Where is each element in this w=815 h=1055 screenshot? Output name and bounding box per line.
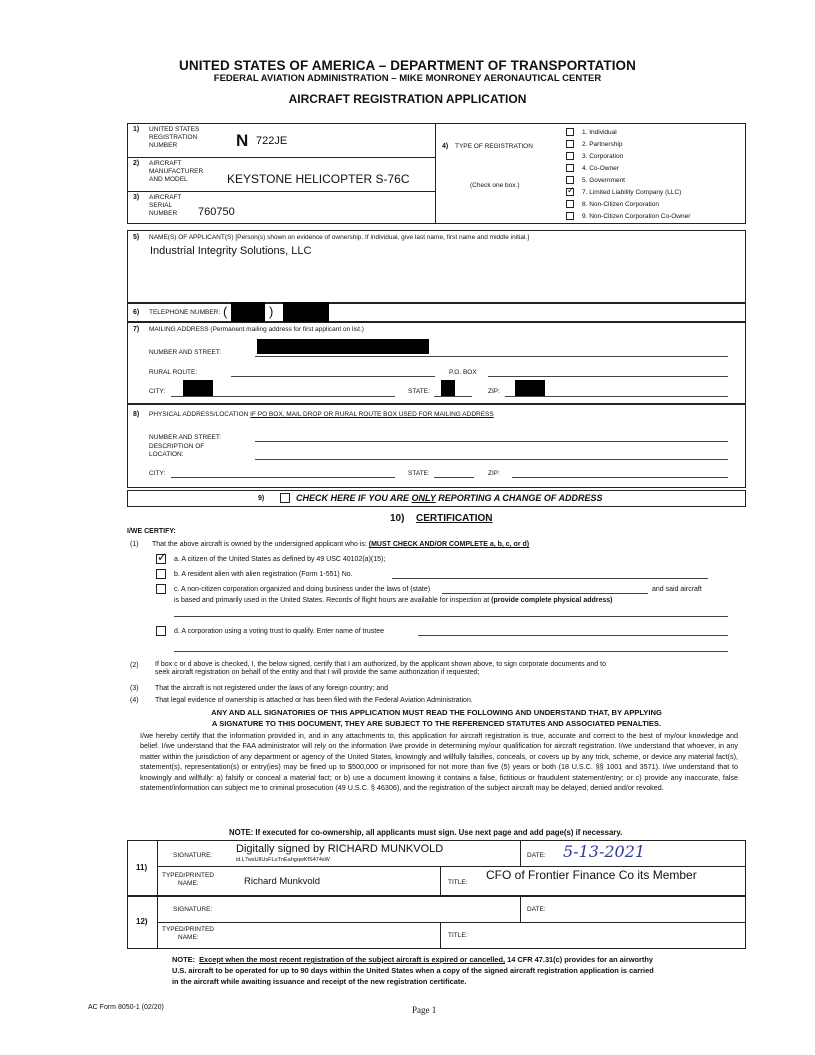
rural-route-line[interactable] xyxy=(231,376,435,377)
type-hint: (Check one box.) xyxy=(470,182,520,189)
phys-zip-line[interactable] xyxy=(512,477,728,478)
para-1-text: That the above aircraft is owned by the undersigned applicant who is: (MUST CHECK AND/OR COMPLETE a, b, c, or d) xyxy=(152,541,530,548)
reg-type-5-checkbox[interactable] xyxy=(566,176,574,184)
cert-c-checkbox[interactable] xyxy=(156,584,166,594)
divider xyxy=(157,866,746,867)
page-title: UNITED STATES OF AMERICA – DEPARTMENT OF TRANSPORTATION xyxy=(179,58,636,73)
para-4-text: That legal evidence of ownership is attached or has been filed with the Federal Aviation Administration. xyxy=(155,697,473,704)
trustee-line[interactable] xyxy=(418,635,728,636)
cert-a-text: a. A citizen of the United States as defined by 49 USC 40102(a)(15); xyxy=(174,556,386,563)
title-label: TITLE: xyxy=(448,932,468,939)
manufacturer-label: AIRCRAFT MANUFACTURER AND MODEL xyxy=(149,160,204,183)
divider xyxy=(127,157,435,158)
signature-label: SIGNATURE: xyxy=(173,852,213,859)
serial-value[interactable]: 760750 xyxy=(198,206,235,218)
title-label: TITLE: xyxy=(448,879,468,886)
divider xyxy=(435,123,436,224)
reg-number-label: UNITED STATES REGISTRATION NUMBER xyxy=(149,126,200,149)
change-address-checkbox[interactable] xyxy=(280,493,290,503)
reg-type-7-label: 7. Limited Liability Company (LLC) xyxy=(582,189,682,196)
po-box-line[interactable] xyxy=(488,376,728,377)
reg-type-3-label: 3. Corporation xyxy=(582,153,624,160)
trustee-line-2[interactable] xyxy=(174,651,728,652)
checkmark-icon: ✓ xyxy=(157,550,168,564)
cert-d-checkbox[interactable] xyxy=(156,626,166,636)
cert-d-text: d. A corporation using a voting trust to qualify. Enter name of trustee xyxy=(174,628,384,635)
form-title: AIRCRAFT REGISTRATION APPLICATION xyxy=(288,92,527,106)
cert-b-checkbox[interactable] xyxy=(156,569,166,579)
item-number: 8) xyxy=(133,411,140,418)
divider xyxy=(520,840,521,866)
reg-type-2-label: 2. Partnership xyxy=(582,141,623,148)
city-label: CITY: xyxy=(149,388,166,395)
warning-line-1: ANY AND ALL SIGNATORIES OF THIS APPLICATION MUST READ THE FOLLOWING AND UNDERSTAND THAT, BY APPLYING xyxy=(211,708,662,717)
item-number: 3) xyxy=(133,194,140,201)
reg-type-9-checkbox[interactable] xyxy=(566,212,574,220)
divider xyxy=(127,191,435,192)
para-3-text: That the aircraft is not registered under the laws of any foreign country; and xyxy=(155,685,389,692)
section-mailing-address xyxy=(127,322,746,404)
phys-state-line[interactable] xyxy=(434,477,474,478)
item-number: 5) xyxy=(133,234,140,241)
phone-label: TELEPHONE NUMBER: xyxy=(149,309,221,316)
serial-label: AIRCRAFT SERIAL NUMBER xyxy=(149,194,182,217)
page-subtitle: FEDERAL AVIATION ADMINISTRATION – MIKE MONRONEY AERONAUTICAL CENTER xyxy=(213,73,602,84)
type-of-registration-label: TYPE OF REGISTRATION xyxy=(455,143,533,150)
divider xyxy=(157,840,158,896)
phys-number-street-label: NUMBER AND STREET: xyxy=(149,434,221,441)
state-line[interactable] xyxy=(434,396,472,397)
reg-type-1-label: 1. Individual xyxy=(582,129,617,136)
form-number: AC Form 8050-1 (02/20) xyxy=(88,1004,164,1011)
signature-label: SIGNATURE: xyxy=(173,906,213,913)
para-2-text: If box c or d above is checked, I, the below signed, certify that I am authorized, by the applicant shown above, to sign corporate documents and to seek aircraft registration on behalf of the entity and that I will provide the same authorization if requested; xyxy=(155,661,606,676)
physical-label: PHYSICAL ADDRESS/LOCATION IF PO BOX, MAIL DROP OR RURAL ROUTE BOX USED FOR MAILING ADDRESS xyxy=(149,411,494,418)
item-number: 1) xyxy=(133,126,140,133)
item-number: 11) xyxy=(136,863,148,872)
redacted-city xyxy=(183,380,213,396)
para-1-num: (1) xyxy=(130,541,139,548)
state-label: STATE: xyxy=(408,388,430,395)
phys-state-label: STATE: xyxy=(408,470,430,477)
cert-title: CERTIFICATION xyxy=(416,513,493,524)
reg-type-5-label: 5. Government xyxy=(582,177,625,184)
reg-type-3-checkbox[interactable] xyxy=(566,152,574,160)
zip-label: ZIP: xyxy=(488,388,500,395)
phys-zip-label: ZIP: xyxy=(488,470,500,477)
typed-name-label: TYPED/PRINTED NAME: xyxy=(162,872,215,887)
checkmark-icon: ✓ xyxy=(567,185,575,195)
redacted-area-code xyxy=(231,302,265,322)
cert-c-text: c. A non-citizen corporation organized and doing business under the laws of (state) xyxy=(174,586,431,593)
item-number: 7) xyxy=(133,326,140,333)
date-label: DATE: xyxy=(527,906,546,913)
number-street-label: NUMBER AND STREET: xyxy=(149,349,221,356)
page-number: Page 1 xyxy=(412,1005,437,1015)
rural-route-label: RURAL ROUTE: xyxy=(149,369,198,376)
typed-name-label: TYPED/PRINTED NAME: xyxy=(162,926,215,941)
footer-note: NOTE: Except when the most recent registration of the subject aircraft is expired or cancelled, 14 CFR 47.31(c) provides for an airworthy U.S. aircraft to be operated for up to 90 days within the United States when a copy of the signed aircraft registration application is carried in the aircraft while awaiting issuance and receipt of the new registration certificate. xyxy=(172,955,654,986)
item-number: 6) xyxy=(133,309,140,316)
cert-c-text-2: is based and primarily used in the United States. Records of flight hours are available for inspection at (provide complete physical address) xyxy=(174,597,613,604)
title-1-value[interactable]: CFO of Frontier Finance Co its Member xyxy=(486,868,697,882)
change-address-label: CHECK HERE IF YOU ARE ONLY REPORTING A CHANGE OF ADDRESS xyxy=(296,493,603,503)
co-ownership-note: NOTE: If executed for co-ownership, all applicants must sign. Use next page and add page(s) if necessary. xyxy=(229,828,623,837)
date-label: DATE: xyxy=(527,852,546,859)
cert-c-text-tail: and said aircraft xyxy=(652,586,702,593)
phys-city-line[interactable] xyxy=(171,477,395,478)
redacted-phone xyxy=(283,302,329,322)
divider xyxy=(440,922,441,949)
city-line[interactable] xyxy=(171,396,395,397)
phone-paren-open: ( xyxy=(223,304,228,319)
signature-1-id: id.L7wsUIlUsFLuTnEahgqwKfS474sW xyxy=(236,857,330,863)
reg-type-4-checkbox[interactable] xyxy=(566,164,574,172)
phone-paren-close: ) xyxy=(269,304,274,319)
cert-number: 10) xyxy=(390,513,405,524)
divider xyxy=(157,922,746,923)
phys-description-label: DESCRIPTION OF LOCATION: xyxy=(149,443,205,458)
records-address-line[interactable] xyxy=(174,616,728,617)
name-1-value[interactable]: Richard Munkvold xyxy=(244,876,321,887)
reg-prefix: N xyxy=(236,131,249,150)
we-certify: I/WE CERTIFY: xyxy=(127,528,176,535)
para-4-num: (4) xyxy=(130,697,139,704)
divider xyxy=(440,866,441,896)
zip-line[interactable] xyxy=(505,396,728,397)
warning-line-2: A SIGNATURE TO THIS DOCUMENT, THEY ARE SUBJECT TO THE REFERENCED STATUTES AND ASSOCIATED PENALTIES. xyxy=(211,719,662,728)
reg-type-4-label: 4. Co-Owner xyxy=(582,165,619,172)
divider xyxy=(520,896,521,922)
item-number: 4) xyxy=(442,143,449,150)
reg-type-9-label: 9. Non-Citizen Corporation Co-Owner xyxy=(582,213,691,220)
redacted-state xyxy=(441,380,455,396)
reg-type-2-checkbox[interactable] xyxy=(566,140,574,148)
item-number: 2) xyxy=(133,160,140,167)
date-1-value[interactable]: 5-13-2021 xyxy=(563,842,646,861)
reg-type-8-checkbox[interactable] xyxy=(566,200,574,208)
cert-b-text: b. A resident alien with alien registration (Form 1-551) No. xyxy=(174,571,353,578)
legal-statement: I/we hereby certify that the information provided in, and in any attachments to, this application for aircraft registration is true, accurate and correct to the best of my/our knowledge and belief. I/we understand that the FAA administrator will rely on the information I/we provide in determining my/our qualification for aircraft registration. I/we understand that whoever, in any matter within the jurisdiction of any department or agency of the United States, knowingly and willfully falsifies, conceals, or covers up by any trick, scheme, or device any material fact(s), statement(s), representation(s) or entry(ies) may be fined up to $500,000 or imprisoned for not more than five (5) years or both (18 U.S.C. §§ 1001 and 3571). I/we understand that to knowingly and willfully: a) falsify or conceal a material fact; or b) use a document knowing it contains a false, fictitious or fraudulent statement/entry; or c) provide any inaccurate, false statement/information can subject me to criminal prosecution (49 U.S.C. § 46306), and the registration of the subject aircraft may be delayed, denied and/or revoked. xyxy=(140,731,738,793)
mailing-label: MAILING ADDRESS (Permanent mailing address for first applicant on list.) xyxy=(149,326,364,333)
reg-number-value[interactable]: 722JE xyxy=(256,135,288,147)
manufacturer-value[interactable]: KEYSTONE HELICOPTER S-76C xyxy=(227,172,410,186)
phys-city-label: CITY: xyxy=(149,470,166,477)
alien-reg-line[interactable] xyxy=(392,578,708,579)
applicant-label: NAME(S) OF APPLICANT(S) [Person(s) shown on evidence of ownership. If individual, give last name, first name and middle initial.] xyxy=(149,234,530,241)
redacted-zip xyxy=(515,380,545,396)
item-number: 12) xyxy=(136,917,148,926)
street-line[interactable] xyxy=(255,356,728,357)
phys-street-line[interactable] xyxy=(255,441,728,442)
para-3-num: (3) xyxy=(130,685,139,692)
redacted-street xyxy=(257,339,429,354)
state-of-incorporation-line[interactable] xyxy=(442,593,648,594)
phys-desc-line[interactable] xyxy=(255,459,728,460)
para-2-num: (2) xyxy=(130,662,139,669)
po-box-label: P.O. BOX xyxy=(449,369,477,376)
reg-type-1-checkbox[interactable] xyxy=(566,128,574,136)
reg-type-8-label: 8. Non-Citizen Corporation xyxy=(582,201,659,208)
applicant-value[interactable]: Industrial Integrity Solutions, LLC xyxy=(150,245,312,257)
signature-1[interactable]: Digitally signed by RICHARD MUNKVOLD xyxy=(236,843,444,855)
item-number: 9) xyxy=(258,495,265,502)
